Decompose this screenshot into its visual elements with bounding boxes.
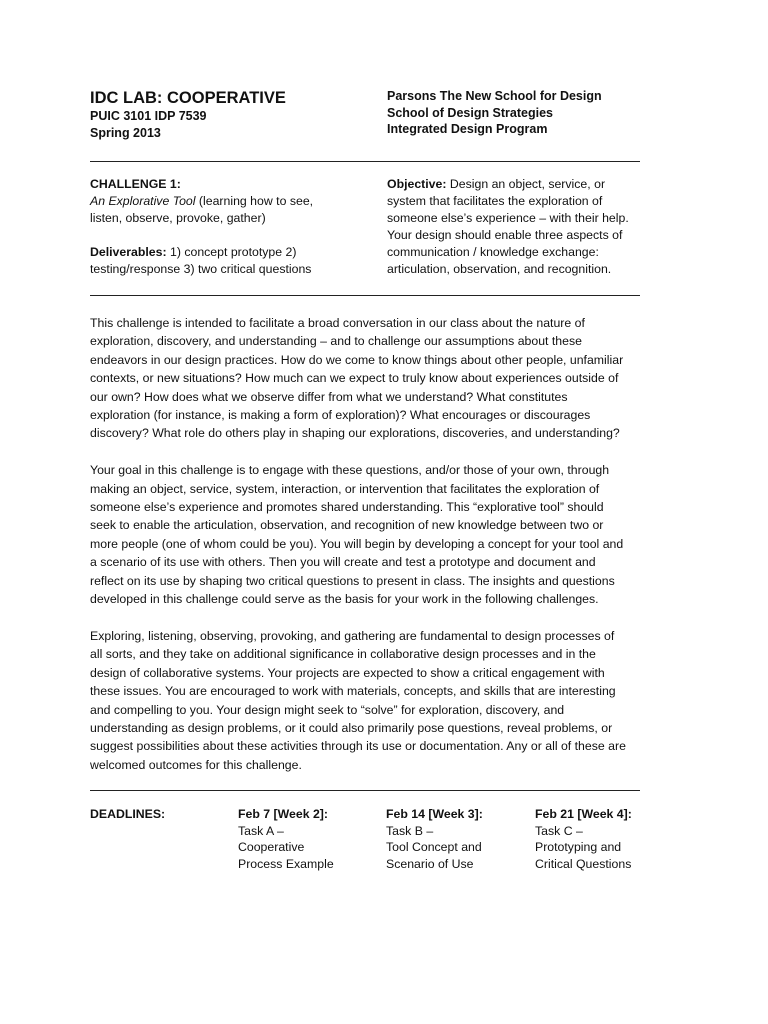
challenge-tool-line (90, 193, 360, 210)
course-codes: PUIC 3101 IDP 7539 (90, 109, 207, 123)
deadline-date: Feb 7 [Week 2]: (238, 807, 328, 821)
objective-line-4: communication / knowledge exchange: (387, 245, 599, 259)
paragraph-2: Your goal in this challenge is to engage with these questions, and/or those of your own, through making an object, service, system, interaction, or intervention that facilitates the exploration of someone else’s experience and promotes shared understanding. This “explorative tool” should seek to enable the articulation, observation, and recognition of new knowledge between two or more people (one of whom could be you). You will begin by developing a concept for your tool and a scenario of its use with others. Then you will create and test a prototype and document and reflect on its use by shaping two critical questions to present in class. The insights and questions developed in this challenge could serve as the basis for your work in the following challenges. (90, 463, 624, 607)
challenge-summary (90, 176, 360, 278)
course-header (90, 88, 370, 142)
deadline-task: Task C – (535, 823, 583, 838)
objective-block (387, 176, 649, 278)
deliverables-1: 1) concept prototype 2) (166, 245, 297, 259)
deadline-item (386, 806, 531, 873)
school-header (387, 88, 647, 138)
deadline-date: Feb 14 [Week 3]: (386, 807, 483, 821)
deadlines-label: DEADLINES: (90, 807, 166, 821)
deadline-item (535, 806, 680, 873)
paragraph-1: This challenge is intended to facilitate a broad conversation in our class about the nature of exploration, discovery, and understanding – and to challenge our assumptions about these endeavors in our design practices. How do we come to know things about other people, unfamiliar contexts, or new situations? How much can we expect to truly know about experiences outside of our own? How does what we observe differ from what we understand? What constitutes exploration (for instance, is making a form of exploration)? What encourages or discourages discovery? What role do others play in shaping our explorations, discoveries, and understanding? (90, 316, 624, 441)
deliverables-line (90, 244, 360, 261)
divider-middle (90, 295, 640, 296)
objective-line-5: articulation, observation, and recognition. (387, 262, 612, 276)
department-name: School of Design Strategies (387, 105, 554, 120)
deliverables-2: testing/response 3) two critical questions (90, 262, 312, 276)
deadline-task-line: Scenario of Use (386, 857, 474, 872)
objective-line-0: Objective: Design an object, service, or (387, 177, 606, 191)
paragraph-3: Exploring, listening, observing, provoking, and gathering are fundamental to design processes of all sorts, and they take on additional significance in collaborative design processes and in the design of collaborative systems. Your projects are expected to show a critical engagement with these issues. You are encouraged to work with materials, concepts, and skills that are interesting and compelling to you. Your design might seek to “solve” for exploration, discovery, and understanding as design problems, or it could also primarily pose questions, reveal problems, or suggest possibilities about these activities through its use or documentation. Any or all of these are welcomed outcomes for this challenge. (90, 628, 626, 772)
deadline-task-line: Prototyping and (535, 840, 622, 855)
deadline-task: Task A – (238, 823, 284, 838)
tool-name: An Explorative Tool (90, 194, 196, 208)
deadline-task: Task B – (386, 823, 434, 838)
challenge-description (90, 314, 648, 793)
divider-bottom (90, 790, 640, 791)
divider-top (90, 161, 640, 162)
tool-desc-1: (learning how to see, (195, 194, 314, 208)
deadline-date: Feb 21 [Week 4]: (535, 807, 632, 821)
deadline-task-line: Tool Concept and (386, 840, 482, 855)
program-name: Integrated Design Program (387, 122, 548, 137)
objective-line-1: system that facilitates the exploration of (387, 194, 603, 208)
deadline-item (238, 806, 383, 873)
course-term: Spring 2013 (90, 126, 161, 140)
deadline-task-line: Process Example (238, 857, 334, 872)
tool-desc-2: listen, observe, provoke, gather) (90, 211, 266, 225)
deadline-task-line: Cooperative (238, 840, 305, 855)
course-title: IDC LAB: COOPERATIVE (90, 89, 286, 107)
deliverables-label: Deliverables: (90, 245, 167, 259)
objective-line-3: Your design should enable three aspects of (387, 228, 623, 242)
school-name: Parsons The New School for Design (387, 89, 602, 103)
objective-line-2: someone else’s experience – with their help. (387, 211, 629, 225)
objective-label: Objective: (387, 177, 447, 191)
deadline-task-line: Critical Questions (535, 857, 632, 872)
challenge-heading: CHALLENGE 1: (90, 177, 181, 191)
